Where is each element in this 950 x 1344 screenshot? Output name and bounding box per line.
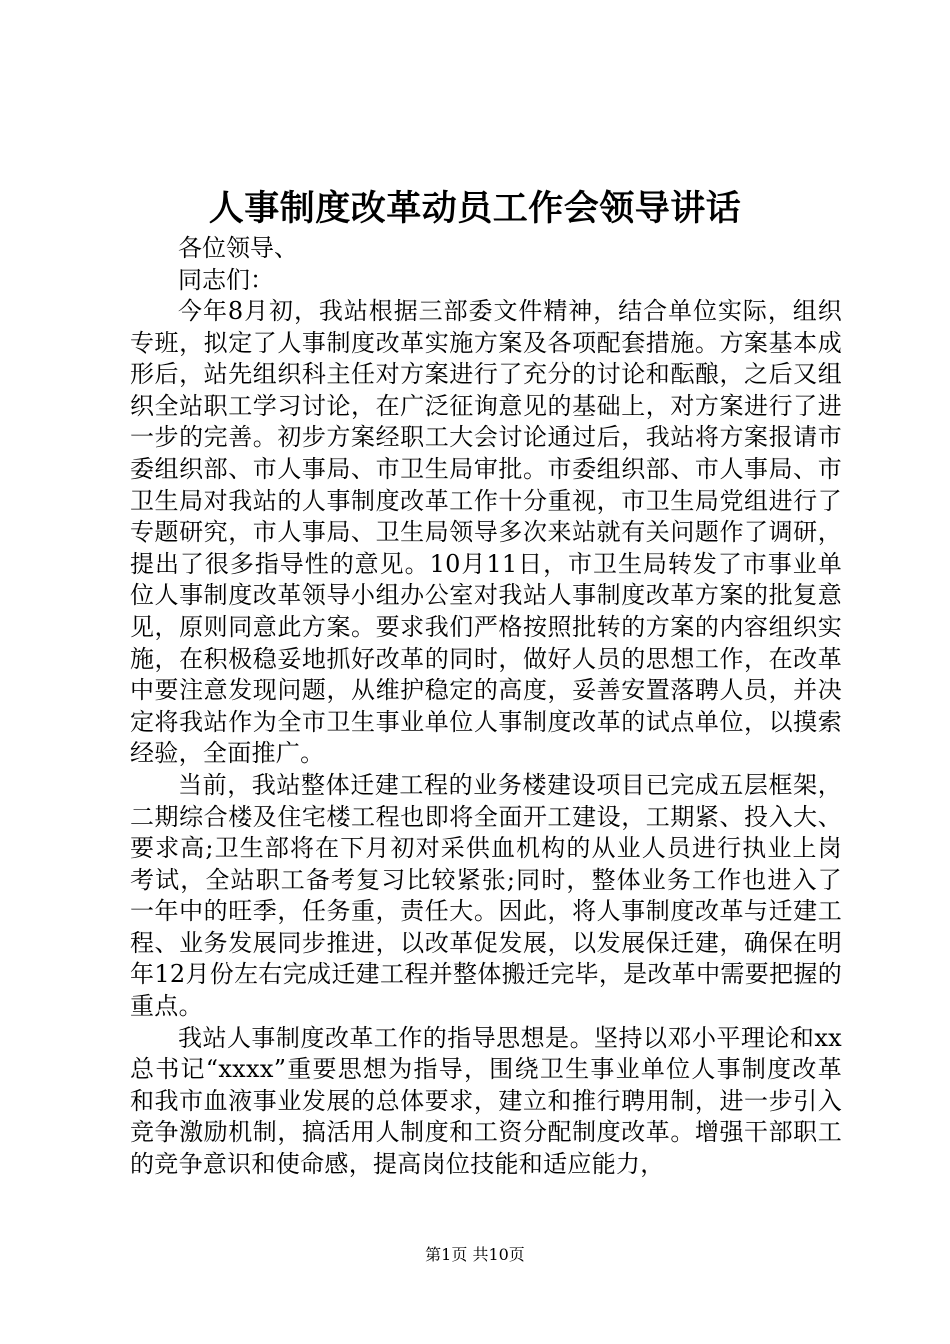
document-body <box>130 232 842 1181</box>
paragraph-reform-background: 今年8月初，我站根据三部委文件精神，结合单位实际，组织专班，拟定了人事制度改革实施方案及各项配套措施。方案基本成形后，站先组织科主任对方案进行了充分的讨论和酝酿，之后又组织全站职工学习讨论，在广泛征询意见的基础上，对方案进行了进一步的完善。初步方案经职工大会讨论通过后，我站将方案报请市委组织部、市人事局、市卫生局审批。市委组织部、市人事局、市卫生局对我站的人事制度改革工作十分重视，市卫生局党组进行了专题研究，市人事局、卫生局领导多次来站就有关问题作了调研，提出了很多指导性的意见。10月11日，市卫生局转发了市事业单位人事制度改革领导小组办公室对我站人事制度改革方案的批复意见，原则同意此方案。要求我们严格按照批转的方案的内容组织实施，在积极稳妥地抓好改革的同时，做好人员的思想工作，在改革中要注意发现问题，从维护稳定的高度，妥善安置落聘人员，并决定将我站作为全市卫生事业单位人事制度改革的试点单位，以摸索经验，全面推广。 <box>130 297 842 768</box>
page-number-footer: 第1页 共10页 <box>425 1245 525 1264</box>
greeting-leaders: 各位领导、 <box>178 234 298 262</box>
paragraph-guiding-ideology: 我站人事制度改革工作的指导思想是。坚持以邓小平理论和xx总书记“xxxx”重要思想为指导，围绕卫生事业单位人事制度改革和我市血液事业发展的总体要求，建立和推行聘用制，进一步引入竞争激励机制，搞活用人制度和工资分配制度改革。增强干部职工的竞争意识和使命感，提高岗位技能和适应能力， <box>130 1023 842 1179</box>
document-title: 人事制度改革动员工作会领导讲话 <box>208 188 742 229</box>
greeting-comrades: 同志们： <box>178 266 274 294</box>
paragraph-current-situation: 当前，我站整体迁建工程的业务楼建设项目已完成五层框架，二期综合楼及住宅楼工程也即将全面开工建设，工期紧、投入大、要求高;卫生部将在下月初对采供血机构的从业人员进行执业上岗考试，全站职工备考复习比较紧张;同时，整体业务工作也进入了一年中的旺季，任务重，责任大。因此，将人事制度改革与迁建工程、业务发展同步推进，以改革促发展，以发展保迁建，确保在明年12月份左右完成迁建工程并整体搬迁完毕，是改革中需要把握的重点。 <box>130 770 842 1021</box>
